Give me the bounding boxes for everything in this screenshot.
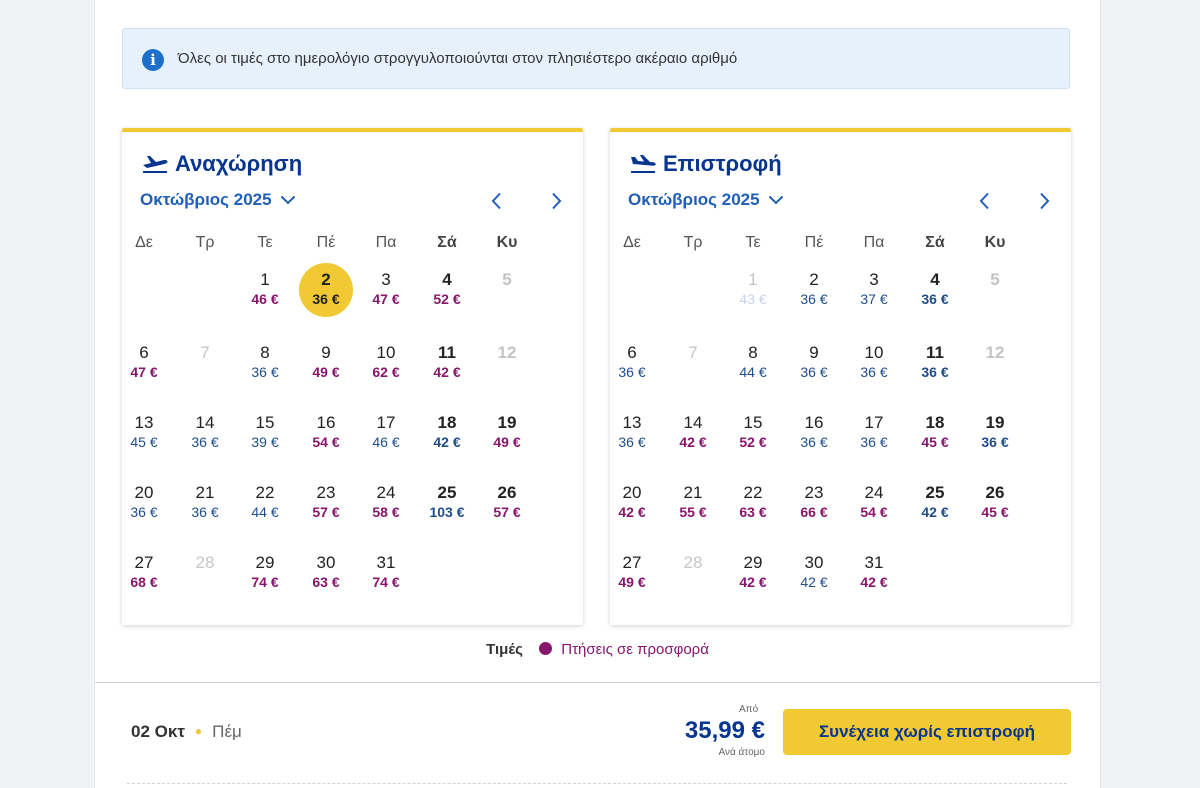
day-price: 55 € [679,504,707,520]
day-number: 6 [627,343,637,362]
calendar-day[interactable] [420,263,474,317]
calendar-day[interactable] [359,406,413,460]
calendar-day[interactable] [238,546,292,600]
day-price: 62 € [372,364,400,380]
chevron-left-icon[interactable] [490,192,504,210]
chevron-right-icon[interactable] [549,192,563,210]
day-price: 44 € [739,364,767,380]
month-selector[interactable] [628,190,784,210]
calendar-day [968,263,1022,317]
day-price: 45 € [981,504,1009,520]
day-number: 13 [622,413,642,432]
calendar-day[interactable] [117,546,171,600]
day-number: 28 [195,553,215,572]
day-price: 36 € [921,291,949,307]
day-price: 36 € [312,291,340,307]
calendar-outbound [122,128,583,625]
day-price: 36 € [860,364,888,380]
divider [95,682,1100,683]
plane-arrival-icon [629,154,657,174]
fare-price: 35,99 € [684,717,765,744]
day-number: 27 [134,553,154,572]
day-number: 28 [683,553,703,572]
calendar-day[interactable] [420,476,474,530]
day-number: 13 [134,413,154,432]
calendar-day[interactable] [847,336,901,390]
month-label: Οκτώβριος 2025 [140,190,272,209]
calendar-day[interactable] [787,546,841,600]
calendar-day[interactable] [420,406,474,460]
day-price: 52 € [433,291,461,307]
calendar-day[interactable] [299,406,353,460]
day-price: 49 € [312,364,340,380]
calendar-day[interactable] [299,546,353,600]
calendar-day[interactable] [359,476,413,530]
legend-label: Τιμές [486,641,523,658]
calendar-day[interactable] [359,263,413,317]
calendar-day[interactable] [359,546,413,600]
day-price: 36 € [800,291,828,307]
offer-dot-icon [539,642,552,655]
calendar-day[interactable] [787,476,841,530]
calendar-day[interactable] [726,336,780,390]
day-number: 5 [502,270,512,289]
selected-weekday: Πέμ [212,722,242,741]
chevron-right-icon[interactable] [1037,192,1051,210]
calendar-day[interactable] [238,476,292,530]
calendar-header [141,151,302,177]
calendar-day-selected[interactable] [299,263,353,317]
calendar-day[interactable] [238,406,292,460]
day-number: 23 [316,483,336,502]
day-price: 36 € [800,364,828,380]
day-number: 19 [497,413,517,432]
calendar-day[interactable] [605,336,659,390]
day-price: 44 € [251,504,279,520]
price-legend [95,641,1100,658]
calendar-day[interactable] [359,336,413,390]
day-price: 42 € [921,504,949,520]
calendar-day[interactable] [726,476,780,530]
day-price: 63 € [739,504,767,520]
weekday-header: Κυ [984,234,1006,251]
day-number: 11 [438,343,456,362]
day-price: 43 € [739,291,767,307]
calendar-return [610,128,1071,625]
day-number: 17 [864,413,884,432]
day-price: 49 € [493,434,521,450]
day-price: 45 € [130,434,158,450]
calendar-title: Επιστροφή [663,151,782,176]
day-number: 9 [321,343,331,362]
calendar-day[interactable] [847,263,901,317]
weekday-header: Τρ [195,234,215,251]
day-number: 30 [804,553,824,572]
day-number: 3 [381,270,391,289]
day-price: 36 € [921,364,949,380]
day-number: 2 [321,270,331,289]
calendar-day[interactable] [968,406,1022,460]
day-number: 23 [804,483,824,502]
day-number: 30 [316,553,336,572]
calendar-day[interactable] [726,406,780,460]
day-price: 36 € [191,504,219,520]
day-price: 47 € [130,364,158,380]
day-number: 18 [925,413,945,432]
day-number: 7 [200,343,210,362]
day-price: 46 € [251,291,279,307]
day-number: 10 [864,343,884,362]
day-number: 27 [622,553,642,572]
day-number: 5 [990,270,1000,289]
day-number: 21 [683,483,703,502]
day-price: 66 € [800,504,828,520]
continue-without-return-button[interactable]: Συνέχεια χωρίς επιστροφή [783,709,1071,755]
day-price: 45 € [921,434,949,450]
weekday-header: Δε [623,234,641,251]
calendar-day[interactable] [299,336,353,390]
flight-select-panel [94,0,1101,788]
day-number: 10 [376,343,396,362]
day-price: 42 € [800,574,828,590]
chevron-down-icon [768,195,784,205]
day-price: 42 € [618,504,646,520]
weekday-header: Πέ [316,234,336,251]
day-number: 8 [748,343,758,362]
calendar-day[interactable] [787,406,841,460]
calendar-day[interactable] [117,336,171,390]
calendar-day [480,263,534,317]
day-number: 12 [497,343,517,362]
weekday-header: Πέ [804,234,824,251]
day-number: 9 [809,343,819,362]
day-price: 103 € [429,504,465,520]
calendar-day[interactable] [178,406,232,460]
day-number: 25 [437,483,457,502]
day-number: 26 [497,483,517,502]
day-number: 21 [195,483,215,502]
day-number: 16 [804,413,824,432]
calendar-day[interactable] [420,336,474,390]
day-number: 20 [622,483,642,502]
per-person-label: Ανά άτομο [718,747,765,758]
day-price: 36 € [251,364,279,380]
info-icon: i [142,49,164,71]
day-price: 39 € [251,434,279,450]
bullet-icon: ● [194,724,203,738]
calendar-day[interactable] [908,476,962,530]
calendar-day[interactable] [480,476,534,530]
price-from-label: Από [739,704,759,715]
calendar-day [666,336,720,390]
day-number: 29 [743,553,763,572]
day-number: 6 [139,343,149,362]
day-price: 57 € [312,504,340,520]
calendar-day [726,263,780,317]
legend-offer-text: Πτήσεις σε προσφορά [561,641,709,658]
day-price: 54 € [312,434,340,450]
calendar-day [480,336,534,390]
day-number: 22 [255,483,275,502]
calendar-day[interactable] [968,476,1022,530]
calendar-day[interactable] [847,476,901,530]
day-number: 12 [985,343,1005,362]
day-price: 36 € [191,434,219,450]
calendar-day [178,546,232,600]
day-number: 7 [688,343,698,362]
day-price: 74 € [372,574,400,590]
calendar-day[interactable] [117,406,171,460]
day-number: 20 [134,483,154,502]
calendar-day[interactable] [605,406,659,460]
info-banner [122,28,1070,89]
calendar-day [968,336,1022,390]
day-number: 25 [925,483,945,502]
day-number: 16 [316,413,336,432]
day-price: 36 € [618,364,646,380]
day-number: 31 [864,553,884,572]
month-selector[interactable] [140,190,296,210]
calendar-day [178,336,232,390]
weekday-header: Τε [257,234,273,251]
calendar-day[interactable] [908,406,962,460]
weekday-header: Τρ [683,234,703,251]
day-price: 36 € [860,434,888,450]
day-price: 58 € [372,504,400,520]
day-price: 42 € [433,434,461,450]
calendar-day[interactable] [908,336,962,390]
weekday-header: Τε [745,234,761,251]
calendar-day[interactable] [480,406,534,460]
day-number: 14 [683,413,703,432]
day-number: 3 [869,270,879,289]
day-number: 17 [376,413,396,432]
month-label: Οκτώβριος 2025 [628,190,760,209]
calendar-day[interactable] [908,263,962,317]
calendar-day[interactable] [847,406,901,460]
day-price: 63 € [312,574,340,590]
day-price: 42 € [860,574,888,590]
dashed-divider [127,783,1067,784]
day-price: 36 € [981,434,1009,450]
day-number: 15 [743,413,763,432]
calendar-day[interactable] [605,546,659,600]
chevron-left-icon[interactable] [978,192,992,210]
calendar-day[interactable] [178,476,232,530]
day-number: 24 [864,483,884,502]
day-price: 36 € [800,434,828,450]
calendar-title: Αναχώρηση [175,151,303,176]
calendar-day[interactable] [299,476,353,530]
day-number: 4 [442,270,452,289]
day-price: 42 € [679,434,707,450]
calendar-day[interactable] [117,476,171,530]
weekday-header: Πα [863,234,885,251]
day-number: 11 [926,343,944,362]
day-price: 46 € [372,434,400,450]
day-number: 2 [809,270,819,289]
chevron-down-icon [280,195,296,205]
day-number: 14 [195,413,215,432]
calendar-day[interactable] [666,406,720,460]
day-price: 68 € [130,574,158,590]
selected-date-summary [131,722,242,742]
info-text: Όλες οι τιμές στο ημερολόγιο στρογγυλοποιούνται στον πλησιέστερο ακέραιο αριθμό [178,50,738,67]
weekday-header: Πα [375,234,397,251]
calendar-day[interactable] [787,336,841,390]
plane-departure-icon [141,154,169,174]
selected-date: 02 Οκτ [131,722,185,741]
day-number: 15 [255,413,275,432]
day-price: 37 € [860,291,888,307]
day-price: 52 € [739,434,767,450]
day-number: 26 [985,483,1005,502]
day-number: 18 [437,413,457,432]
calendar-day[interactable] [847,546,901,600]
calendar-day[interactable] [238,336,292,390]
calendar-day[interactable] [787,263,841,317]
day-price: 42 € [433,364,461,380]
day-price: 36 € [130,504,158,520]
day-number: 1 [260,270,270,289]
calendar-day[interactable] [605,476,659,530]
day-price: 36 € [618,434,646,450]
day-number: 22 [743,483,763,502]
day-number: 31 [376,553,396,572]
day-number: 29 [255,553,275,572]
day-number: 19 [985,413,1005,432]
day-price: 54 € [860,504,888,520]
day-price: 42 € [739,574,767,590]
day-price: 47 € [372,291,400,307]
day-price: 74 € [251,574,279,590]
weekday-header: Κυ [496,234,518,251]
calendar-day [666,546,720,600]
calendar-day[interactable] [726,546,780,600]
day-number: 4 [930,270,940,289]
calendar-header [629,151,782,177]
weekday-header: Δε [135,234,153,251]
calendar-day[interactable] [666,476,720,530]
day-price: 57 € [493,504,521,520]
day-number: 24 [376,483,396,502]
day-number: 1 [748,270,758,289]
weekday-header: Σά [925,234,945,251]
calendar-day[interactable] [238,263,292,317]
day-number: 8 [260,343,270,362]
day-price: 49 € [618,574,646,590]
weekday-header: Σά [437,234,457,251]
